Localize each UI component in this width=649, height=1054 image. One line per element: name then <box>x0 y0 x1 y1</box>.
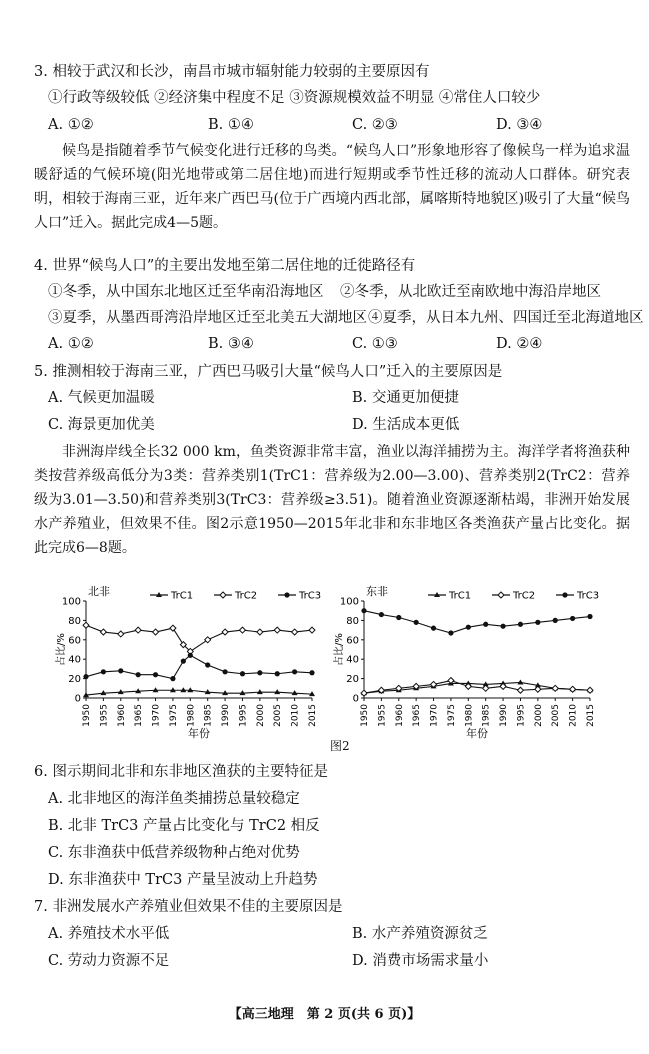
q4-option-c: C. ①③ <box>352 336 398 352</box>
data-point-trc3 <box>275 671 280 676</box>
data-point-trc2 <box>239 627 245 633</box>
data-point-trc3 <box>379 612 384 617</box>
x-tick-label: 2005 <box>551 704 562 727</box>
legend-label: TrC3 <box>299 590 322 602</box>
data-point-trc3 <box>170 676 175 681</box>
page-footer: 【高三地理 第 2 页(共 6 页)】 <box>228 1007 421 1022</box>
data-point-trc3 <box>553 618 558 623</box>
data-point-trc2 <box>361 690 367 696</box>
y-tick-label: 100 <box>61 596 81 608</box>
data-point-trc3 <box>483 622 488 627</box>
data-point-trc2 <box>118 631 124 637</box>
q7-option-c: C. 劳动力资源不足 <box>48 953 170 969</box>
passage-african-fisheries: 非洲海岸线全长32 000 km，鱼类资源非常丰富，渔业以海洋捕捞为主。海洋学者将渔获种类按营养级高低分为3类：营养类别1(TrC1：营养级为2.00—3.00)、营养类别2(TrC2：营养级为3.01—3.50)和营养类别3(TrC3：营养级≥3.51)。随着渔业资源逐渐枯竭，非洲开始发展水产养殖业，但效果不佳。图2示意1950—2015年北非和东非地区各类渔获产量占比变化。据此完成6—8题。 <box>34 444 630 556</box>
x-tick-label: 1980 <box>186 704 197 727</box>
data-point-trc3 <box>188 653 193 658</box>
q4-item-3: ③夏季，从墨西哥湾沿岸地区迁至北美五大湖地区 <box>48 310 367 326</box>
data-point-trc3 <box>500 624 505 629</box>
y-tick-label: 40 <box>68 654 81 666</box>
data-point-trc2 <box>257 629 263 635</box>
data-point-trc3 <box>136 672 141 677</box>
x-tick-label: 2010 <box>568 704 579 727</box>
x-tick-label: 1950 <box>82 704 92 727</box>
x-tick-label: 1975 <box>446 704 457 727</box>
q6-option-a: A. 北非地区的海洋鱼类捕捞总量较稳定 <box>48 791 300 807</box>
legend-label: TrC1 <box>171 590 194 602</box>
x-tick-label: 1975 <box>168 704 179 727</box>
x-tick-label: 2010 <box>290 704 301 727</box>
q4-stem: 4. 世界“候鸟人口”的主要出发地至第二居住地的迁徙路径有 <box>34 258 416 274</box>
data-point-trc2 <box>448 678 454 684</box>
y-tick-label: 60 <box>346 635 359 647</box>
x-tick-label: 1995 <box>238 704 249 727</box>
data-point-trc3 <box>101 669 106 674</box>
x-tick-label: 1990 <box>499 704 510 727</box>
x-tick-label: 2000 <box>255 704 266 727</box>
q4-option-b: B. ③④ <box>208 336 254 352</box>
x-axis-label: 年份 <box>466 727 488 740</box>
q6-option-d: D. 东非渔获中 TrC3 产量呈波动上升趋势 <box>48 872 318 888</box>
q3-option-d: D. ③④ <box>496 117 543 133</box>
x-tick-label: 2015 <box>308 704 318 727</box>
data-point-trc3 <box>396 615 401 620</box>
x-tick-label: 2005 <box>273 704 284 727</box>
y-tick-label: 60 <box>68 635 81 647</box>
x-tick-label: 1980 <box>464 704 475 727</box>
data-point-trc3 <box>118 668 123 673</box>
data-point-trc3 <box>181 659 186 664</box>
y-tick-label: 0 <box>352 693 359 705</box>
data-point-trc3 <box>292 669 297 674</box>
data-point-trc2 <box>309 627 315 633</box>
data-point-trc3 <box>431 626 436 631</box>
y-tick-label: 80 <box>346 615 359 627</box>
data-point-trc3 <box>153 672 158 677</box>
y-tick-label: 20 <box>346 674 359 686</box>
q4-item-2: ②冬季，从北欧迁至南欧地中海沿岸地区 <box>340 284 601 300</box>
legend-marker <box>498 592 504 598</box>
data-point-trc3 <box>83 674 88 679</box>
x-tick-label: 2000 <box>533 704 544 727</box>
data-point-trc3 <box>361 608 366 613</box>
data-point-trc2 <box>274 627 280 633</box>
data-point-trc2 <box>292 629 298 635</box>
data-point-trc2 <box>587 687 593 693</box>
q3-option-b: B. ①④ <box>208 117 254 133</box>
data-point-trc3 <box>466 625 471 630</box>
x-tick-label: 1960 <box>116 704 127 727</box>
x-tick-label: 1965 <box>412 704 423 727</box>
data-point-trc3 <box>570 616 575 621</box>
data-point-trc3 <box>587 614 592 619</box>
q3-option-a: A. ①② <box>48 117 94 133</box>
x-tick-label: 1955 <box>377 704 388 727</box>
data-point-trc3 <box>414 620 419 625</box>
data-point-trc2 <box>100 629 106 635</box>
data-point-trc2 <box>205 637 211 643</box>
q6-option-c: C. 东非渔获中低营养级物种占绝对优势 <box>48 845 300 861</box>
data-point-trc3 <box>448 630 453 635</box>
q4-option-a: A. ①② <box>48 336 94 352</box>
q4-option-d: D. ②④ <box>496 336 543 352</box>
q7-stem: 7. 非洲发展水产养殖业但效果不佳的主要原因是 <box>34 899 343 915</box>
data-point-trc3 <box>309 670 314 675</box>
legend-marker <box>220 592 226 598</box>
x-tick-label: 2015 <box>586 704 596 727</box>
q4-item-4: ④夏季，从日本九州、四国迁至北海道地区 <box>368 310 644 326</box>
q3-stem: 3. 相较于武汉和长沙，南昌市城市辐射能力较弱的主要原因有 <box>34 64 430 80</box>
figure-caption: 图2 <box>330 739 350 753</box>
passage-migratory-population: 候鸟是指随着季节气候变化进行迁移的鸟类。“候鸟人口”形象地形容了像候鸟一样为追求温暖舒适的气候环境(阳光地带或第二居住地)而进行短期或季节性迁移的流动人口群体。研究表明，相较于海南三亚，近年来广西巴马(位于广西境内西北部，属喀斯特地貌区)吸引了大量“候鸟人口”迁入。据此完成4—5题。 <box>34 143 630 231</box>
y-tick-label: 80 <box>68 615 81 627</box>
x-tick-label: 1965 <box>134 704 145 727</box>
data-point-trc2 <box>552 685 558 691</box>
chart-title: 东非 <box>366 585 388 598</box>
data-point-trc3 <box>222 669 227 674</box>
data-point-trc3 <box>518 622 523 627</box>
legend-marker <box>562 592 567 597</box>
q5-option-d: D. 生活成本更低 <box>352 417 460 433</box>
data-point-trc1 <box>517 679 523 684</box>
legend-marker <box>284 592 289 597</box>
q5-stem: 5. 推测相较于海南三亚，广西巴马吸引大量“候鸟人口”迁入的主要原因是 <box>34 364 503 380</box>
x-tick-label: 1985 <box>203 704 214 727</box>
data-point-trc3 <box>240 671 245 676</box>
x-tick-label: 1955 <box>99 704 110 727</box>
data-point-trc2 <box>153 629 159 635</box>
y-tick-label: 20 <box>68 674 81 686</box>
north-africa-chart <box>52 585 322 740</box>
data-point-trc2 <box>83 622 89 628</box>
data-point-trc2 <box>170 625 176 631</box>
q6-option-b: B. 北非 TrC3 产量占比变化与 TrC2 相反 <box>48 818 320 834</box>
x-tick-label: 1970 <box>151 704 162 727</box>
x-tick-label: 1995 <box>516 704 527 727</box>
data-point-trc2 <box>517 687 523 693</box>
y-tick-label: 100 <box>339 596 359 608</box>
q5-option-a: A. 气候更加温暖 <box>48 390 155 406</box>
q7-option-a: A. 养殖技术水平低 <box>48 926 170 942</box>
q6-stem: 6. 图示期间北非和东非地区渔获的主要特征是 <box>34 764 328 780</box>
legend-label: TrC3 <box>577 590 600 602</box>
q5-option-c: C. 海景更加优美 <box>48 417 155 433</box>
y-tick-label: 40 <box>346 654 359 666</box>
q7-option-d: D. 消费市场需求量小 <box>352 953 489 969</box>
data-point-trc3 <box>257 670 262 675</box>
y-axis-label: 占比/% <box>56 633 67 666</box>
q4-item-1: ①冬季，从中国东北地区迁至华南沿海地区 <box>48 284 324 300</box>
q3-items: ①行政等级较低 ②经济集中程度不足 ③资源规模效益不明显 ④常住人口较少 <box>48 90 541 106</box>
q3-option-c: C. ②③ <box>352 117 398 133</box>
x-axis-label: 年份 <box>188 727 210 740</box>
east-africa-chart <box>330 585 600 740</box>
y-axis-label: 占比/% <box>334 633 345 666</box>
legend-label: TrC1 <box>449 590 472 602</box>
data-point-trc2 <box>222 629 228 635</box>
data-point-trc2 <box>570 686 576 692</box>
data-point-trc3 <box>535 620 540 625</box>
q5-option-b: B. 交通更加便捷 <box>352 390 459 406</box>
data-point-trc3 <box>205 662 210 667</box>
data-point-trc2 <box>135 627 141 633</box>
legend-label: TrC2 <box>513 590 536 602</box>
chart-title: 北非 <box>88 585 110 598</box>
q7-option-b: B. 水产养殖资源贫乏 <box>352 926 488 942</box>
y-tick-label: 0 <box>74 693 81 705</box>
x-tick-label: 1970 <box>429 704 440 727</box>
x-tick-label: 1960 <box>394 704 405 727</box>
x-tick-label: 1950 <box>360 704 370 727</box>
x-tick-label: 1990 <box>221 704 232 727</box>
x-tick-label: 1985 <box>481 704 492 727</box>
legend-label: TrC2 <box>235 590 258 602</box>
